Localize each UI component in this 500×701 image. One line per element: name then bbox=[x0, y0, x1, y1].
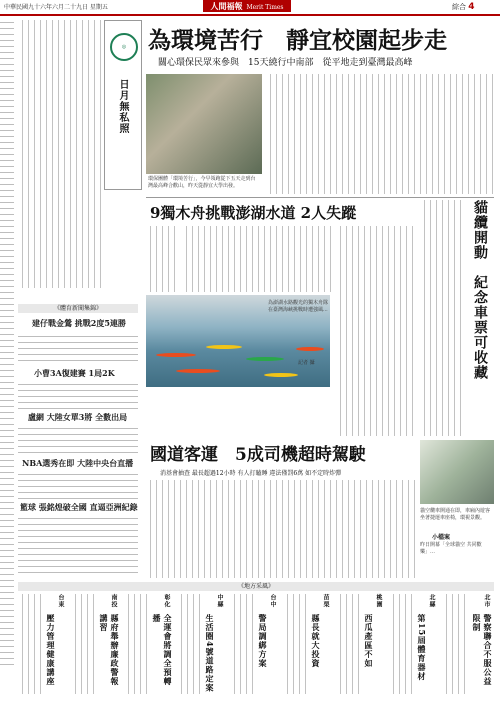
emblem-seal bbox=[110, 33, 138, 61]
local-column bbox=[283, 594, 333, 694]
local-column bbox=[389, 594, 439, 694]
local-headline: 第15屆體育器材 bbox=[417, 614, 427, 682]
local-headline: 生活圈4號道路定案 bbox=[205, 614, 215, 693]
masthead bbox=[203, 0, 291, 12]
sports-item-headline: 建仔戰金鶯 挑戰2度5連勝 bbox=[32, 318, 126, 328]
local-headline: 全運會將調全預轉播 bbox=[152, 614, 173, 686]
sports-item-text bbox=[18, 514, 138, 578]
local-region: 南投 bbox=[110, 594, 117, 608]
local-column bbox=[442, 594, 494, 694]
local-column bbox=[230, 594, 280, 694]
issue-date: 中華民國九十六年六月二十九日 星期五 bbox=[4, 4, 108, 11]
local-text bbox=[389, 594, 413, 694]
sports-item-text bbox=[18, 380, 138, 410]
kayak bbox=[206, 345, 242, 349]
local-headline: 西瓜產區不如 bbox=[364, 614, 374, 668]
sports-item-headline: 籃球 張銘煌破全國 直逼亞洲紀錄 bbox=[20, 502, 138, 512]
local-region: 台中 bbox=[269, 594, 276, 608]
local-headline: 警局調綁方案 bbox=[258, 614, 268, 668]
emblem-label: 日月無私照 bbox=[117, 79, 128, 134]
page-number: 4 bbox=[468, 2, 475, 12]
left-story-text bbox=[18, 20, 102, 288]
bus-story-text bbox=[146, 480, 418, 578]
local-region: 北市 bbox=[483, 594, 490, 608]
sports-item-text bbox=[18, 332, 138, 366]
main-photo bbox=[146, 74, 262, 174]
local-region: 苗栗 bbox=[322, 594, 329, 608]
masthead-english: Merit Times bbox=[246, 4, 284, 11]
local-text bbox=[230, 594, 254, 694]
masthead-title: 人間福報 bbox=[210, 1, 243, 11]
stamp-headline: 貓纜開動 紀念車票可收藏 bbox=[472, 200, 488, 380]
local-headline: 壓力管理健康講座 bbox=[46, 614, 56, 686]
bus-headline: 國道客運 5成司機超時駕駛 bbox=[150, 445, 366, 465]
local-column bbox=[177, 594, 227, 694]
boat-headline: 9獨木舟挑戰澎湖水道 2人失蹤 bbox=[150, 204, 357, 222]
local-region: 中縣 bbox=[216, 594, 223, 608]
local-region: 北縣 bbox=[428, 594, 435, 608]
sports-item-text bbox=[18, 470, 138, 500]
divider bbox=[146, 197, 494, 198]
boat-story-text-left bbox=[146, 226, 180, 292]
local-column bbox=[124, 594, 174, 694]
section-label bbox=[452, 2, 475, 12]
local-region: 彰化 bbox=[163, 594, 170, 608]
main-story-text bbox=[266, 74, 494, 194]
local-headline: 縣府舉辦廉政警報講習 bbox=[99, 614, 120, 686]
main-subhead: 關心環保民眾來參與 15天繞行中南部 從平地走到臺灣最高峰 bbox=[158, 58, 413, 68]
stamp-story-text bbox=[420, 200, 466, 436]
local-column bbox=[336, 594, 386, 694]
local-text bbox=[177, 594, 201, 694]
bus-photo-caption: 貓空纜車開通在即，車廂內遊客坐著捷運車座椅，環視景觀。 bbox=[420, 508, 491, 521]
main-photo-caption: 環保團體「環境苦行」，今早領跑從下五天走到台灣最高峰合歡山，昨天從靜宜大學出發。 bbox=[148, 176, 256, 189]
local-text bbox=[124, 594, 148, 694]
boat-photo-caption: 為澎湖水路觀光的獨木舟隊在臺灣海峽挑戰時遭強風... bbox=[268, 300, 329, 313]
bus-note-title: 小檔案 bbox=[432, 534, 451, 541]
kayak bbox=[296, 347, 324, 351]
local-headline: 警察聯合不服公益限制 bbox=[472, 614, 493, 686]
local-text bbox=[71, 594, 95, 694]
local-headline: 縣長就大投資 bbox=[311, 614, 321, 668]
main-headline: 為環境苦行 靜宜校園起步走 bbox=[148, 27, 447, 54]
left-gutter-text bbox=[0, 18, 14, 668]
kayak bbox=[246, 357, 284, 361]
boat-story-text-right bbox=[336, 226, 418, 436]
sports-item-headline: NBA選秀在即 大陸中央台直播 bbox=[22, 458, 134, 468]
kayak bbox=[176, 369, 220, 373]
local-text bbox=[18, 594, 42, 694]
bus-note-text: 昨日開幕「全球貓空 共同歡樂」… bbox=[420, 542, 482, 555]
sports-item-headline: 小曹3A復建賽 1局2K bbox=[34, 368, 115, 378]
seal-icon: ◎ bbox=[121, 44, 127, 50]
local-region: 台東 bbox=[57, 594, 64, 608]
local-text bbox=[442, 594, 468, 694]
local-region: 桃園 bbox=[375, 594, 382, 608]
local-section-title: 《地方采風》 bbox=[18, 582, 494, 591]
bus-photo bbox=[420, 440, 494, 504]
boat-story-text bbox=[182, 226, 332, 292]
local-text bbox=[283, 594, 307, 694]
kayak bbox=[156, 353, 196, 357]
sports-item-text bbox=[18, 424, 138, 456]
section-name: 綜合 bbox=[452, 3, 466, 11]
emblem-box bbox=[104, 20, 142, 190]
local-column bbox=[18, 594, 68, 694]
local-text bbox=[336, 594, 360, 694]
sports-section-title: 《體育新聞集錦》 bbox=[18, 304, 138, 313]
local-column bbox=[71, 594, 121, 694]
boat-photo-credit: 記者 攝 bbox=[298, 360, 315, 366]
bus-subhead: 消基會抽查 最長超過12小時 有人打瞌睡 違法僅罰6萬 如不定時炸彈 bbox=[160, 470, 342, 477]
sports-item-headline: 盧網 大陸女單3將 全數出局 bbox=[28, 412, 128, 422]
local-columns bbox=[18, 594, 494, 694]
kayak bbox=[264, 373, 298, 377]
